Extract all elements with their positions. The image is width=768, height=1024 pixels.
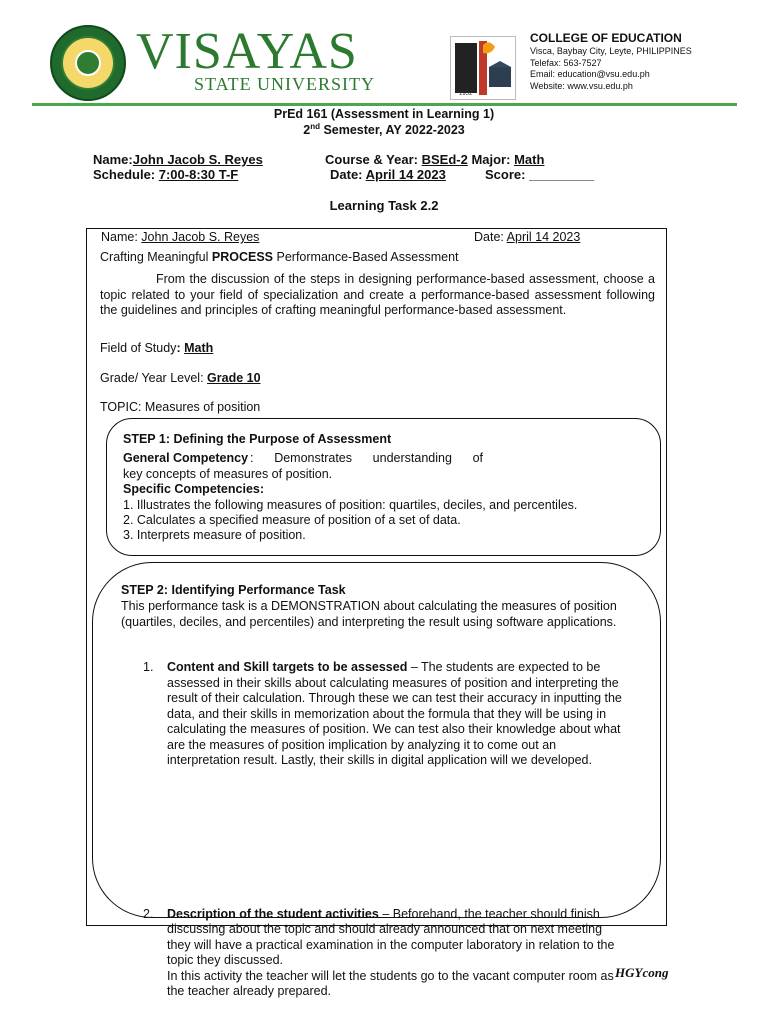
task-title: Learning Task 2.2	[329, 198, 439, 213]
university-name: VISAYAS	[136, 23, 358, 80]
performance-item: 2. Description of the student activities – Beforehand, the teacher should finish discussing about the topic and should already announced that on next meeting they will have a practical examination in the computer laboratory in relation to the topic they discussed. In this activity the teacher will let the students go to the vacant computer room as the teacher already prepared.	[143, 906, 615, 998]
intro-paragraph: From the discussion of the steps in designing performance-based assessment, choose a topic related to your field of specialization and create a performance-based assessment following the guidelines and principles of crafting meaningful performance-based assessment.	[100, 272, 655, 317]
course-year-line: Course & Year: BSEd-2 Major: Math	[325, 152, 545, 167]
competency-item: 1. Illustrates the following measures of position: quartiles, deciles, and percentiles.	[123, 498, 578, 512]
field-value: Math	[184, 341, 214, 355]
course-title: PrEd 161 (Assessment in Learning 1)	[273, 107, 495, 121]
vsu-seal-logo	[50, 25, 126, 101]
box-date-line: Date: April 14 2023	[474, 230, 581, 244]
crafting-heading: Crafting Meaningful PROCESS Performance-Based Assessment	[100, 250, 459, 264]
step1-heading: STEP 1: Defining the Purpose of Assessment	[123, 432, 392, 446]
svg-text:1952: 1952	[459, 91, 473, 97]
signature: HGYcong	[615, 965, 669, 980]
college-of-education-logo	[450, 36, 516, 100]
grade-value: Grade 10	[207, 371, 261, 385]
specific-competencies-label: Specific Competencies:	[123, 482, 265, 496]
step2-intro: This performance task is a DEMONSTRATION about calculating the measures of position (quartiles, deciles, and percentiles) and interpreting the result using software applications.	[121, 599, 617, 629]
college-email: Email: education@vsu.edu.ph	[530, 69, 650, 79]
score-value: _________	[529, 167, 595, 182]
student-name-line: Name:John Jacob S. Reyes	[93, 152, 263, 167]
grade-level: Grade/ Year Level: Grade 10	[100, 371, 261, 385]
college-address: Visca, Baybay City, Leyte, PHILIPPINES	[530, 46, 692, 56]
schedule-line: Schedule: 7:00-8:30 T-F	[93, 167, 239, 182]
competency-item: 2. Calculates a specified measure of position of a set of data.	[123, 513, 461, 527]
score-line: Score: _________	[485, 167, 595, 182]
college-website: Website: www.vsu.edu.ph	[530, 80, 633, 91]
performance-item: 1. Content and Skill targets to be assessed – The students are expected to be assessed in their skills about calculating measures of position and interpreting the result of their calculation. Through these we can test their accuracy in inputting the data, and their skills in memorization about the formula that they will be using in calculating the measures of position. We can test also their knowledge about what are the measures of position implication by analyzing it to come out an interpretation result. Lastly, their skills in digital application will we developed.	[143, 660, 622, 767]
major-value: Math	[514, 152, 545, 167]
competency-item: 3. Interprets measure of position.	[123, 528, 306, 542]
date-line: Date: April 14 2023	[330, 167, 446, 182]
step2-heading: STEP 2: Identifying Performance Task	[121, 583, 346, 597]
header-divider	[32, 103, 737, 106]
field-of-study: Field of Study: Math	[100, 341, 214, 355]
box-name-line: Name: John Jacob S. Reyes	[101, 230, 260, 244]
semester-line: 2nd Semester, AY 2022-2023	[303, 122, 465, 138]
student-name: John Jacob S. Reyes	[132, 152, 263, 167]
course-value: BSEd-2	[421, 152, 468, 167]
schedule-value: 7:00-8:30 T-F	[158, 167, 239, 182]
college-title: COLLEGE OF EDUCATION	[530, 31, 682, 45]
general-competency: General Competency : Demonstrates understanding of key concepts of measures of position.	[123, 451, 483, 481]
date-value: April 14 2023	[365, 167, 446, 182]
box-date-value: April 14 2023	[506, 230, 581, 244]
college-telefax: Telefax: 563-7527	[530, 57, 602, 68]
university-subtitle: STATE UNIVERSITY	[194, 74, 376, 94]
box-name-value: John Jacob S. Reyes	[141, 230, 260, 244]
topic-line: TOPIC: Measures of position	[100, 400, 261, 414]
university-wordmark	[136, 23, 376, 95]
college-contact-block	[530, 31, 692, 92]
